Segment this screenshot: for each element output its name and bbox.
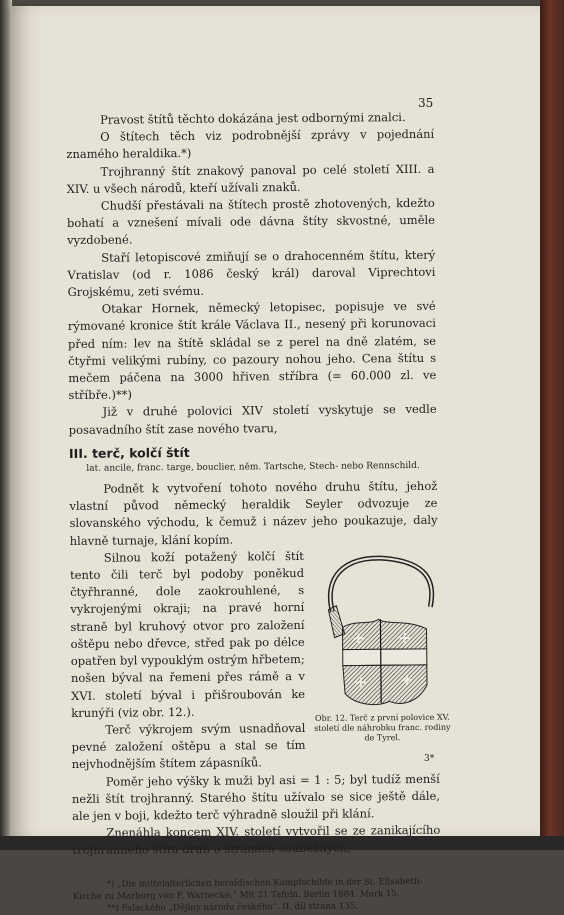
book-cover-edge xyxy=(540,0,564,850)
paragraph: Chudší přestávali na štítech prostě zhotovených, kdežto bohatí a vznešení mívali ode dávna štíty skvostné, uměle vyzdobené. xyxy=(66,195,436,248)
paragraph: Pravost štítů těchto dokázána jest odbornými znalci. xyxy=(100,110,406,127)
paragraph: Silnou koží potažený kolčí štít tento čili terč byl podoby poněkud čtyřhranné, dole zaokrouhlené, s vykrojenými okraji; na pravé horní straně byl kruhový otvor pro založení oštěpu nebo dřevce, střed pak po délce opatřen byl vypouklým ostrým hřbetem; nošen býval na řemeni přes rámě a v XVI. století býval i přišroubován ke krunýři (viz obr. 12.). xyxy=(69,548,306,720)
paragraph: Otakar Hornek, německý letopisec, popisuje ve své rýmované kronice štít krále Václava II., nesený při korunovaci před ním: lev na štítě skládal se z perel na dně zlatém, se čtyřmi velikými rubíny, co pazoury nohou jeho. Cena štítu s mečem páčena na 3000 hřiven stříbra (= 60.000 zl. ve stříbře.)**) xyxy=(67,299,437,403)
footnote-rule xyxy=(73,870,193,872)
paragraph: Terč výkrojem svým usnadňoval pevné založení oštěpu a stal se tím nejvhodnějším štítem zápasníků. xyxy=(71,720,306,772)
paragraph: Trojhranný štít znakový panoval po celé století XIII. a XIV. u všech národů, kteří užívali znaků. xyxy=(66,161,435,196)
paragraph: Staří letopiscové zmiňují se o drahocenném štítu, který Vratislav (od r. 1086 český král) daroval Viprechtovi Grojskému, zeti svému. xyxy=(67,247,436,300)
paragraph: O štítech těch viz podrobnější zprávy v pojednání znamého heraldika.*) xyxy=(66,126,435,162)
paragraph: Znenáhla koncem XIV. století vytvořil se ze zanikajícího trojhranného štítu druh o stranách souběžných, xyxy=(72,822,441,858)
page-number: 35 xyxy=(418,96,434,110)
page-text xyxy=(66,109,451,915)
figure-caption: Obr. 12. Terč z první polovice XV. století dle náhrobku franc. rodiny de Tyrel. xyxy=(314,712,451,743)
paragraph: Podnět k vytvoření tohoto nového druhu štítu, jehož vlastní původ německý heraldik Seyler odvozuje ze slovanského východu, k čemuž i název jeho poukazuje, daly hlavně turnaje, klání kopím. xyxy=(69,478,438,548)
paragraph: Již v druhé polovici XIV století vyskytuje se vedle posavadního štít zase nového tvaru, xyxy=(68,402,437,437)
printer-signature: 3* xyxy=(424,754,435,764)
paragraph: Poměr jeho výšky k muži byl asi = 1 : 5; byl tudíž menší nežli štít trojhranný. Starého štítu užívalo se sice ještě dále, ale jen v boji, kdežto terč výhradně sloužil při klání. xyxy=(71,771,441,823)
footnote: **) Palackého „Dějiny národu českého“. II. díl strana 135. xyxy=(106,901,359,914)
section-heading: III. terč, kolčí štít xyxy=(68,444,190,461)
figure-12 xyxy=(310,549,454,744)
footnote: *) „Die mittelalterlichen heraldischen Kampfschilde in der St. Elisabeth-Kirche zu Marburg von F. Warnecke.“ Mit 21 Tafeln. Berlin 1884. Mark 15. xyxy=(72,876,423,902)
tournament-shield-illustration xyxy=(314,549,447,710)
section-subheading: lat. ancile, franc. targe, bouclier, něm. Tartsche, Stech- nebo Rennschild. xyxy=(86,460,420,474)
